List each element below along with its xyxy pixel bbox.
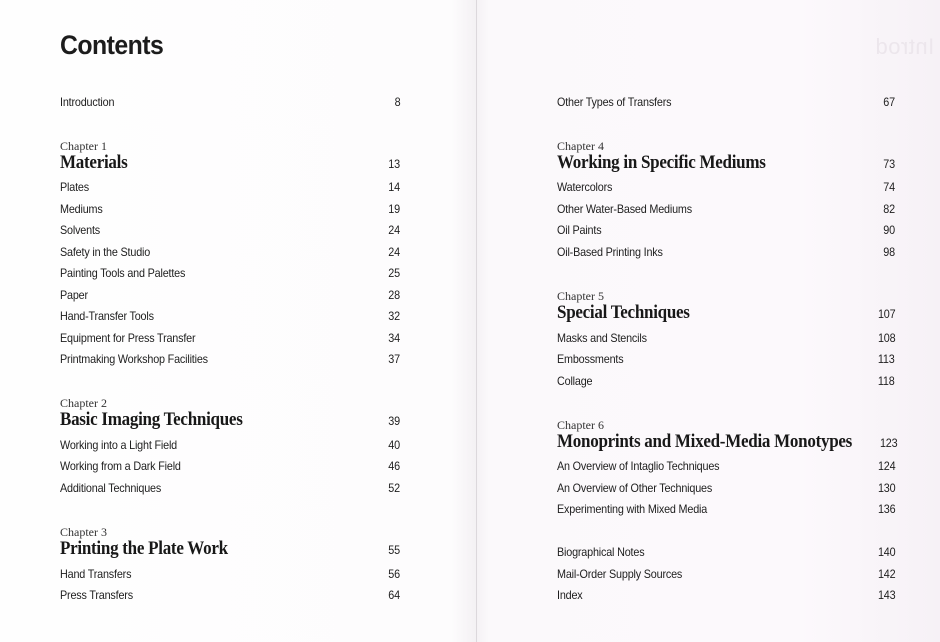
entry-page: 118 xyxy=(878,374,895,388)
toc-entry xyxy=(60,266,400,280)
entry-label: Oil-Based Printing Inks xyxy=(557,245,663,259)
toc-entry xyxy=(60,288,400,302)
chapter-title: Monoprints and Mixed-Media Monotypes xyxy=(557,432,853,452)
entry-label: Experimenting with Mixed Media xyxy=(557,502,708,516)
entry-label: Hand Transfers xyxy=(60,567,132,581)
toc-entry xyxy=(557,502,895,516)
chapter-heading xyxy=(557,432,898,453)
entry-page: 124 xyxy=(877,459,895,473)
entry-label: Safety in the Studio xyxy=(60,245,151,259)
chapter-number: Chapter 6 xyxy=(557,418,604,432)
entry-page: 40 xyxy=(388,438,400,452)
entry-label: Oil Paints xyxy=(557,223,602,237)
toc-entry xyxy=(60,352,400,366)
toc-entry xyxy=(557,459,895,473)
chapter-number: Chapter 1 xyxy=(60,139,107,153)
entry-page: 142 xyxy=(877,567,895,581)
toc-entry-back-matter xyxy=(557,545,895,559)
entry-page: 107 xyxy=(877,307,895,321)
chapter-number: Chapter 4 xyxy=(557,139,604,153)
chapter-title: Working in Specific Mediums xyxy=(557,153,766,173)
entry-page: 8 xyxy=(394,95,400,109)
page-title: Contents xyxy=(60,30,164,60)
chapter-heading xyxy=(557,153,895,174)
entry-page: 123 xyxy=(879,436,898,450)
entry-label: Mail-Order Supply Sources xyxy=(557,567,683,581)
entry-label: Masks and Stencils xyxy=(557,331,647,345)
toc-entry xyxy=(557,245,895,259)
entry-label: Embossments xyxy=(557,352,624,366)
entry-label: Mediums xyxy=(60,202,103,216)
entry-page: 34 xyxy=(388,331,400,345)
chapter-heading xyxy=(60,410,400,431)
book-gutter xyxy=(476,0,477,642)
entry-page: 136 xyxy=(877,502,895,516)
entry-label: Equipment for Press Transfer xyxy=(60,331,196,345)
toc-entry xyxy=(557,202,895,216)
toc-entry xyxy=(60,588,400,602)
entry-label: Additional Techniques xyxy=(60,481,162,495)
entry-page: 143 xyxy=(877,588,895,602)
entry-label: Working from a Dark Field xyxy=(60,459,181,473)
entry-page: 24 xyxy=(388,245,400,259)
toc-entry xyxy=(557,374,895,388)
entry-label: Plates xyxy=(60,180,89,194)
chapter-number: Chapter 2 xyxy=(60,396,107,410)
toc-entry xyxy=(557,352,895,366)
entry-page: 140 xyxy=(877,545,895,559)
toc-entry xyxy=(557,331,895,345)
entry-page: 108 xyxy=(877,331,895,345)
chapter-title: Special Techniques xyxy=(557,303,690,323)
entry-page: 98 xyxy=(883,245,895,259)
toc-entry-back-matter xyxy=(557,588,895,602)
entry-label: Paper xyxy=(60,288,88,302)
toc-entry xyxy=(60,331,400,345)
entry-page: 13 xyxy=(388,157,400,171)
chapter-number: Chapter 3 xyxy=(60,525,107,539)
entry-label: Introduction xyxy=(60,95,115,109)
entry-label: Printmaking Workshop Facilities xyxy=(60,352,208,366)
chapter-title: Printing the Plate Work xyxy=(60,539,228,559)
entry-page: 37 xyxy=(388,352,400,366)
entry-page: 28 xyxy=(388,288,400,302)
entry-page: 52 xyxy=(388,481,400,495)
toc-entry xyxy=(60,245,400,259)
entry-label: Watercolors xyxy=(557,180,613,194)
entry-page: 25 xyxy=(388,266,400,280)
entry-page: 82 xyxy=(883,202,895,216)
entry-page: 130 xyxy=(877,481,895,495)
toc-entry xyxy=(60,438,400,452)
entry-label: Solvents xyxy=(60,223,100,237)
chapter-heading xyxy=(60,153,400,174)
toc-entry xyxy=(60,309,400,323)
toc-entry xyxy=(60,202,400,216)
entry-label: Other Types of Transfers xyxy=(557,95,672,109)
entry-label: Biographical Notes xyxy=(557,545,645,559)
entry-label: Press Transfers xyxy=(60,588,133,602)
entry-label: An Overview of Intaglio Techniques xyxy=(557,459,720,473)
entry-page: 24 xyxy=(388,223,400,237)
entry-page: 56 xyxy=(388,567,400,581)
entry-page: 39 xyxy=(388,414,400,428)
entry-page: 55 xyxy=(388,543,400,557)
entry-label: Collage xyxy=(557,374,593,388)
entry-page: 32 xyxy=(388,309,400,323)
toc-entry xyxy=(557,223,895,237)
chapter-heading xyxy=(60,539,400,560)
entry-label: Other Water-Based Mediums xyxy=(557,202,692,216)
bleed-through-text: Introd xyxy=(874,34,934,59)
toc-entry xyxy=(60,180,400,194)
entry-page: 64 xyxy=(388,588,400,602)
entry-label: Working into a Light Field xyxy=(60,438,177,452)
entry-label: An Overview of Other Techniques xyxy=(557,481,713,495)
entry-page: 90 xyxy=(883,223,895,237)
entry-page: 73 xyxy=(883,157,895,171)
chapter-heading xyxy=(557,303,895,324)
entry-label: Painting Tools and Palettes xyxy=(60,266,186,280)
entry-page: 14 xyxy=(388,180,400,194)
chapter-title: Materials xyxy=(60,153,128,173)
entry-label: Hand-Transfer Tools xyxy=(60,309,154,323)
toc-entry xyxy=(60,567,400,581)
toc-entry-back-matter xyxy=(557,567,895,581)
entry-page: 74 xyxy=(883,180,895,194)
entry-page: 46 xyxy=(388,459,400,473)
entry-page: 113 xyxy=(878,352,895,366)
toc-entry xyxy=(557,180,895,194)
toc-entry-introduction xyxy=(60,95,400,109)
toc-entry xyxy=(60,223,400,237)
toc-entry xyxy=(60,459,400,473)
entry-page: 67 xyxy=(883,95,895,109)
entry-page: 19 xyxy=(388,202,400,216)
toc-entry xyxy=(60,481,400,495)
entry-label: Index xyxy=(557,588,583,602)
toc-entry xyxy=(557,481,895,495)
toc-entry-continued xyxy=(557,95,895,109)
chapter-title: Basic Imaging Techniques xyxy=(60,410,243,430)
chapter-number: Chapter 5 xyxy=(557,289,604,303)
